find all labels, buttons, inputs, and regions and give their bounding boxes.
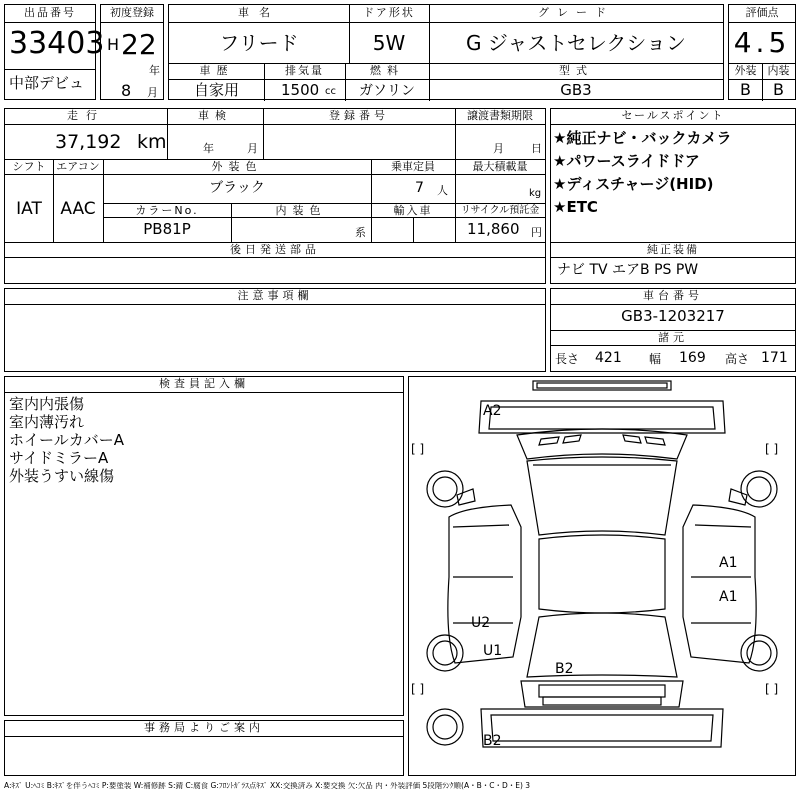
sales-point-1: ★純正ナビ・バックカメラ — [553, 129, 732, 147]
capacity: 7 — [415, 180, 424, 196]
score-box — [728, 4, 796, 100]
genuine-label: 純正装備 — [647, 243, 699, 256]
ac-label: エアコン — [56, 160, 100, 173]
width: 169 — [679, 350, 706, 366]
recycle-unit: 円 — [531, 226, 542, 239]
mark-b2-hatch: B2 — [555, 661, 574, 677]
import-label: 輸入車 — [393, 204, 433, 217]
displacement: 1500 — [281, 81, 320, 99]
bracket-rr: [ ] — [765, 682, 779, 696]
lot-box — [4, 4, 105, 100]
car-info-box — [168, 4, 724, 100]
inspection-month-unit: 月 — [247, 142, 258, 155]
later-parts-label: 後日発送部品 — [230, 243, 320, 256]
capacity-unit: 人 — [437, 184, 448, 197]
max-load-label: 最大積載量 — [472, 160, 528, 173]
interior-label: 内装 — [767, 64, 790, 77]
history-label: 車歴 — [199, 64, 234, 77]
mark-u2: U2 — [471, 615, 491, 631]
grade: G ジャストセレクション — [465, 31, 687, 55]
lot-label: 出品番号 — [24, 6, 76, 19]
int-color-unit: 系 — [355, 226, 366, 239]
car-diagram — [409, 377, 795, 775]
office-label: 事務局よりご案内 — [144, 721, 264, 734]
max-load-unit: kg — [529, 188, 542, 199]
mark-b2-bumper: B2 — [483, 733, 502, 749]
recycle-fee: 11,860 — [467, 220, 520, 238]
inspector-line-4: サイドミラーA — [9, 449, 109, 467]
ac: AAC — [60, 199, 96, 219]
inspector-box — [4, 376, 404, 716]
grade-label: グレード — [538, 6, 614, 19]
sales-point-3: ★ディスチャージ(HID) — [553, 175, 714, 193]
exterior-score: B — [740, 80, 751, 99]
displacement-label: 排気量 — [285, 64, 324, 77]
bracket-fl: [ ] — [411, 442, 425, 456]
sales-points-box — [550, 108, 796, 284]
length: 421 — [595, 350, 622, 366]
sales-points-label: セールスポイント — [621, 109, 725, 122]
inspector-line-3: ホイールカバーA — [9, 431, 124, 449]
mark-a1-lower: A1 — [719, 589, 738, 605]
year: 22 — [121, 28, 157, 61]
dims-label: 諸元 — [658, 331, 688, 344]
shift: IAT — [16, 199, 42, 219]
sales-point-4: ★ETC — [553, 198, 598, 216]
door-label: ドア形状 — [363, 6, 415, 19]
legend: A:ｷｽﾞ U:ﾍｺﾐ B:ｷｽﾞを伴うﾍｺﾐ P:要塗装 W:補修跡 S:錆 C:腐食 G:ﾌﾛﾝﾄｶﾞﾗｽ点ｷｽﾞ XX:交換済み X:要交換 欠:欠品 内・外装評価 5段階ﾗﾝｸ順(A・B・C・D・E) 3 — [4, 782, 531, 790]
transfer-month-unit: 月 — [493, 142, 504, 155]
ext-color-label: 外装色 — [211, 160, 263, 173]
inspector-line-2: 室内薄汚れ — [9, 413, 85, 431]
history: 自家用 — [193, 81, 239, 99]
shift-label: シフト — [12, 160, 46, 173]
fuel: ガソリン — [359, 83, 415, 99]
ext-color: ブラック — [209, 180, 265, 196]
reg-no-label: 登録番号 — [329, 109, 389, 122]
transfer-day-unit: 日 — [531, 142, 542, 155]
notes-label: 注意事項欄 — [237, 289, 313, 302]
lot-number: 33403 — [9, 26, 105, 61]
year-unit: 年 — [149, 64, 160, 77]
damage-diagram-box — [408, 376, 796, 776]
mileage-unit: km — [137, 131, 167, 153]
detail-box — [4, 108, 546, 284]
score: 4.5 — [733, 26, 791, 59]
door: 5W — [372, 31, 406, 55]
bracket-rl: [ ] — [411, 682, 425, 696]
height: 171 — [761, 350, 788, 366]
interior-score: B — [773, 80, 784, 99]
recycle-label: リサイクル預託金 — [460, 205, 540, 216]
chassis-box — [550, 288, 796, 372]
chassis-number: GB3-1203217 — [621, 307, 725, 325]
chassis-label: 車台番号 — [643, 289, 703, 302]
notes-box — [4, 288, 546, 372]
capacity-label: 乗車定員 — [391, 160, 435, 173]
mark-a2: A2 — [483, 403, 502, 419]
transfer-label: 譲渡書類期限 — [467, 109, 533, 122]
inspector-label: 検査員記入欄 — [159, 377, 249, 390]
exterior-label: 外装 — [734, 64, 757, 77]
mileage-label: 走行 — [67, 109, 105, 122]
first-reg-label: 初度登録 — [110, 6, 154, 19]
model: GB3 — [560, 81, 592, 99]
inspector-line-1: 室内内張傷 — [9, 395, 85, 413]
inspection-label: 車検 — [198, 109, 232, 122]
first-reg-box — [100, 4, 164, 100]
height-label: 高さ — [725, 352, 750, 366]
car-name-label: 車名 — [238, 6, 280, 19]
sales-point-2: ★パワースライドドア — [553, 152, 700, 170]
int-color-label: 内装色 — [275, 204, 327, 217]
fuel-label: 燃料 — [370, 64, 404, 77]
mileage: 37,192 — [55, 131, 122, 153]
inspector-line-5: 外装うすい線傷 — [9, 467, 115, 485]
bracket-fr: [ ] — [765, 442, 779, 456]
office-box — [4, 720, 404, 776]
month-unit: 月 — [147, 86, 158, 99]
month: 8 — [121, 81, 132, 100]
model-label: 型式 — [559, 64, 593, 77]
displacement-unit: cc — [325, 86, 336, 97]
inspection-year-unit: 年 — [203, 142, 214, 155]
car-name: フリード — [219, 31, 299, 55]
mark-a1-upper: A1 — [719, 555, 738, 571]
length-label: 長さ — [555, 352, 580, 366]
genuine-equipment: ナビ TV エアB PS PW — [557, 262, 699, 278]
auction-name: 中部デビュ — [9, 74, 85, 92]
color-no-label: カラーNo. — [135, 204, 199, 217]
score-label: 評価点 — [745, 6, 779, 19]
width-label: 幅 — [649, 352, 662, 366]
color-no: PB81P — [143, 220, 191, 238]
mark-u1: U1 — [483, 643, 503, 659]
era: H — [107, 35, 120, 54]
